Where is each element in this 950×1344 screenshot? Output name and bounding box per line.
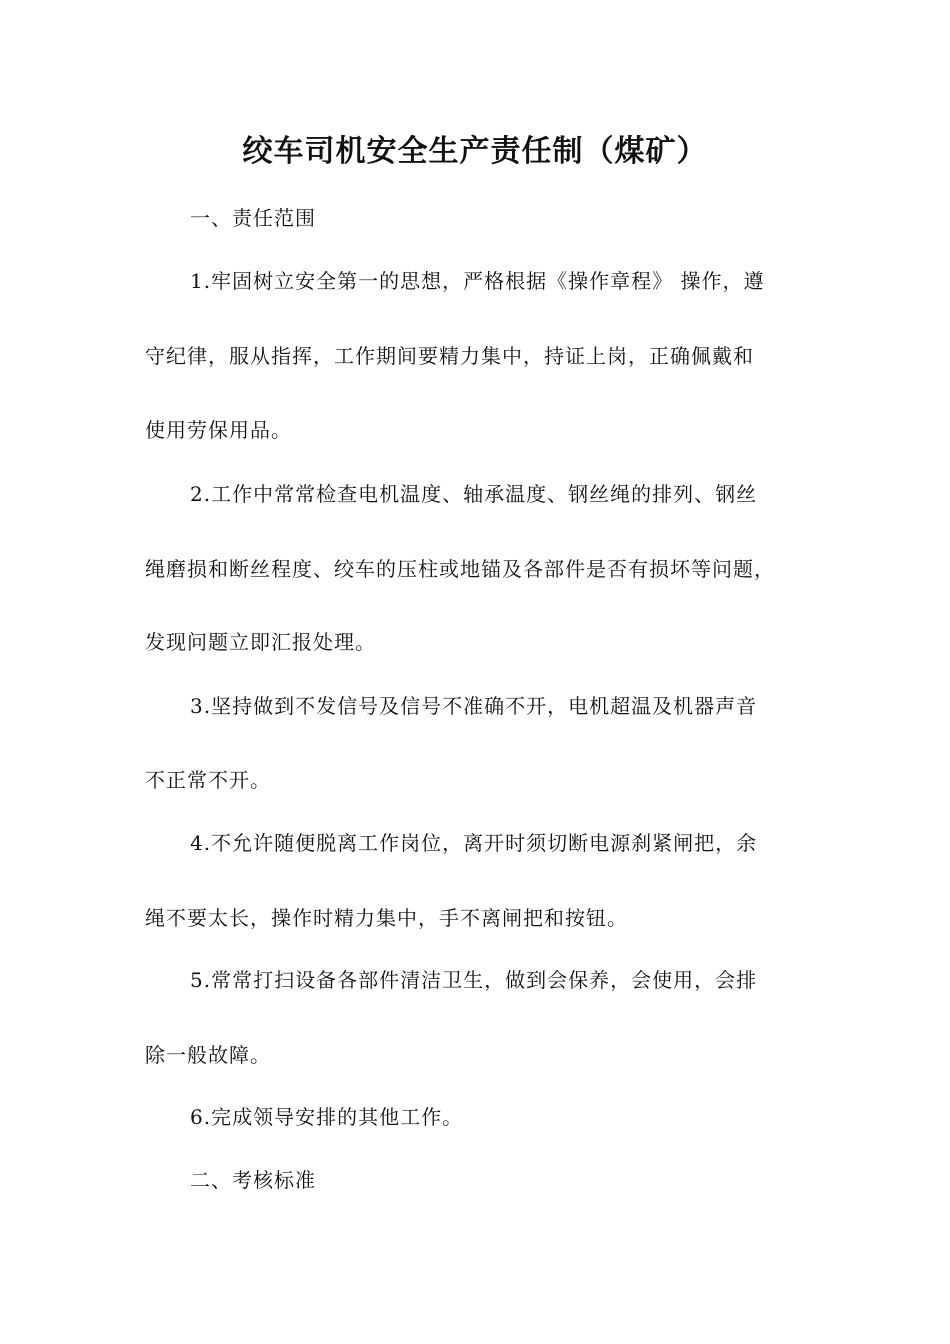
paragraph-line: 绳磨损和断丝程度、绞车的压柱或地锚及各部件是否有损坏等问题，	[145, 557, 775, 581]
paragraph-line: 5.常常打扫设备各部件清洁卫生，做到会保养，会使用，会排	[190, 968, 758, 992]
paragraph-line: 4.不允许随便脱离工作岗位，离开时须切断电源刹紧闸把，余	[190, 831, 758, 855]
paragraph-line: 绳不要太长，操作时精力集中，手不离闸把和按钮。	[145, 906, 628, 930]
paragraph-line: 除一般故障。	[145, 1043, 271, 1067]
paragraph-line: 6.完成领导安排的其他工作。	[190, 1105, 464, 1129]
paragraph-line: 3.坚持做到不发信号及信号不准确不开，电机超温及机器声音	[190, 694, 758, 718]
section-heading-assessment-standard: 二、考核标准	[190, 1168, 316, 1192]
paragraph-line: 2.工作中常常检查电机温度、轴承温度、钢丝绳的排列、钢丝	[190, 482, 758, 506]
paragraph-line: 守纪律，服从指挥，工作期间要精力集中，持证上岗，正确佩戴和	[145, 344, 754, 368]
paragraph-line: 发现问题立即汇报处理。	[145, 630, 376, 654]
section-heading-responsibility-scope: 一、责任范围	[190, 206, 316, 230]
paragraph-line: 使用劳保用品。	[145, 418, 292, 442]
paragraph-line: 不正常不开。	[145, 768, 271, 792]
document-title: 绞车司机安全生产责任制（煤矿）	[242, 134, 708, 169]
paragraph-line: 1.牢固树立安全第一的思想，严格根据《操作章程》 操作，遵	[190, 269, 765, 293]
